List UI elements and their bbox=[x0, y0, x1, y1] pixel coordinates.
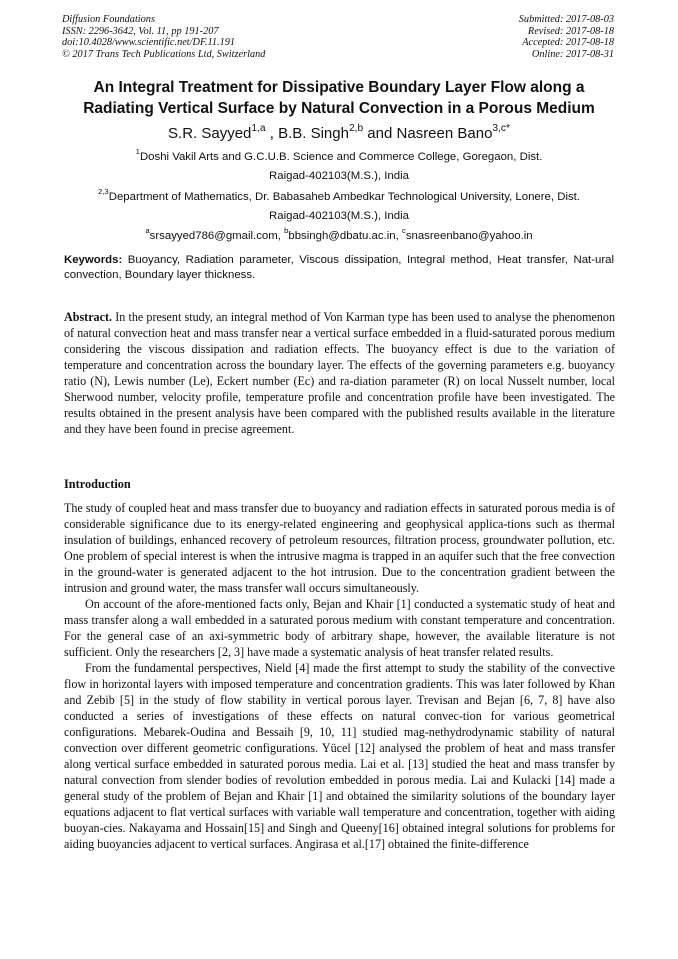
email-link[interactable]: snasreenbano@yahoo.in bbox=[405, 230, 533, 242]
introduction-heading: Introduction bbox=[64, 477, 131, 491]
affiliation-superscript: 2,3 bbox=[97, 187, 109, 197]
author-name: B.B. Singh bbox=[278, 125, 349, 142]
affiliation-text: Doshi Vakil Arts and G.C.U.B. Science and Commerce College, Goregaon, Dist. bbox=[139, 151, 543, 163]
author-superscript: 3,c* bbox=[492, 122, 510, 134]
email-superscript: a bbox=[145, 226, 150, 236]
keywords-label: Keywords: bbox=[64, 254, 123, 266]
author-superscript: 2,b bbox=[348, 122, 364, 134]
author-name: S.R. Sayyed bbox=[168, 125, 252, 142]
email-superscript: b bbox=[284, 226, 289, 236]
title-line: An Integral Treatment for Dissipative Boundary Layer Flow along a bbox=[93, 79, 585, 96]
keywords-text: Buoyancy, Radiation parameter, Viscous dissipation, Integral method, Heat transfer, Nat-ural convection, Boundary layer thickness. bbox=[64, 254, 614, 281]
submitted-date: Submitted: 2017-08-03 bbox=[518, 14, 614, 25]
paper-title bbox=[40, 77, 638, 119]
affiliation-1-line-2: Raigad-402103(M.S.), India bbox=[269, 170, 409, 182]
abstract bbox=[64, 309, 615, 437]
issn-line: ISSN: 2296-3642, Vol. 11, pp 191-207 bbox=[62, 25, 219, 37]
email-separator: , bbox=[277, 230, 285, 242]
author-superscript: 1,a bbox=[251, 122, 266, 134]
title-line: Radiating Vertical Surface by Natural Convection in a Porous Medium bbox=[83, 100, 595, 117]
email-link[interactable]: srsayyed786@gmail.com bbox=[149, 230, 278, 242]
affiliation-2-line-1 bbox=[40, 187, 638, 204]
intro-paragraph: On account of the afore-mentioned facts only, Bejan and Khair [1] conducted a systematic study of heat and mass transfer along a wall embedded in a saturated porous medium with constant temperature and concentration. For the general case of an axi-symmetric body of arbitrary shape, however, the available literature is not sufficient. Only the researchers [2, 3] have made a systematic analysis of heat transfer related results. bbox=[64, 597, 615, 659]
journal-name: Diffusion Foundations bbox=[62, 14, 155, 25]
author-separator: and bbox=[363, 125, 397, 142]
doi-line: doi:10.4028/www.scientific.net/DF.11.191 bbox=[62, 37, 236, 49]
affiliation-1-line-1 bbox=[40, 147, 638, 164]
journal-header-left bbox=[62, 14, 265, 60]
revised-date: Revised: 2017-08-18 bbox=[527, 25, 614, 37]
keywords bbox=[64, 253, 614, 282]
email-superscript: c bbox=[401, 226, 406, 236]
abstract-text: In the present study, an integral method of Von Karman type has been used to analyse the phenomenon of natural convection heat and mass transfer near a vertical surface embedded in a fluid-saturated porous medium considering the viscous dissipation and radiation effects. The buoyancy effect is due to the variation of temperature and concentration across the boundary layer. The effects of the governing parameters e.g. buoyancy ratio (N), Lewis number (Le), Eckert number (Ec) and ra-diation parameter (R) on local Nusselt number, local Sherwood number, velocity profile, temperature profile and concentration profile have been investigated. The results obtained in the present analysis have been compared with the published results available in the literature and they have been found in precise agreement. bbox=[64, 310, 615, 436]
author-list bbox=[40, 122, 638, 143]
email-link[interactable]: bbsingh@dbatu.ac.in bbox=[288, 230, 396, 242]
abstract-label: Abstract. bbox=[64, 310, 113, 324]
online-date: Online: 2017-08-31 bbox=[531, 48, 614, 60]
affiliation-2-line-2: Raigad-402103(M.S.), India bbox=[269, 210, 409, 222]
affiliation-text: Department of Mathematics, Dr. Babasaheb Ambedkar Technological University, Lonere, Dist. bbox=[108, 191, 581, 203]
author-name: Nasreen Bano bbox=[396, 125, 493, 142]
copyright-line: © 2017 Trans Tech Publications Ltd, Switzerland bbox=[62, 48, 266, 60]
author-emails bbox=[40, 226, 638, 243]
affiliation-superscript: 1 bbox=[135, 147, 140, 157]
introduction-body bbox=[64, 500, 615, 852]
author-separator: , bbox=[265, 125, 279, 142]
journal-header-right bbox=[519, 14, 614, 60]
intro-paragraph: The study of coupled heat and mass transfer due to buoyancy and radiation effects in saturated porous media is of considerable significance due to its energy-related engineering and geophysical applica-tions such as thermal insulation of buildings, enhanced recovery of petroleum resources, filtration process, groundwater pollution, etc. One problem of special interest is when the intrusive magma is trapped in an aquifer such that the free convection in the ground-water is generated adjacent to the hot intrusion. Due to the concentration gradient between the intrusion and ground water, the mass transfer wall occurs simultaneously. bbox=[64, 501, 615, 595]
intro-paragraph: From the fundamental perspectives, Nield [4] made the first attempt to study the stability of the convective flow in horizontal layers with imposed temperature and concentration gradients. This was later followed by Khan and Zebib [5] in the study of flow stability in vertical porous layer. Trevisan and Bejan [6, 7, 8] have also conducted a series of investigations of these effects on natural convec-tion for various geometrical configurations. Mebarek-Oudina and Bessaih [9, 10, 11] studied mag-nethydrodynamic stability of natural convection over different geometric configurations. Yücel [12] analysed the problem of heat and mass transfer along vertical surface embedded in saturated porous media. Lai et al. [13] studied the heat and mass transfer by natural convection from slender bodies of revolution embedded in porous media. Lai and Kulacki [14] made a general study of the problem of Bejan and Khair [1] and obtained the similarity solutions of the boundary layer equations adjacent to flat vertical surfaces with variable wall temperature and concentration, together with aiding buoyan-cies. Nakayama and Hossain[15] and Singh and Queeny[16] obtained integral solutions for problems for aiding buoyancies adjacent to vertical surfaces. Angirasa et al.[17] obtained the finite-difference bbox=[64, 661, 615, 851]
email-separator: , bbox=[395, 230, 402, 242]
accepted-date: Accepted: 2017-08-18 bbox=[522, 37, 614, 49]
